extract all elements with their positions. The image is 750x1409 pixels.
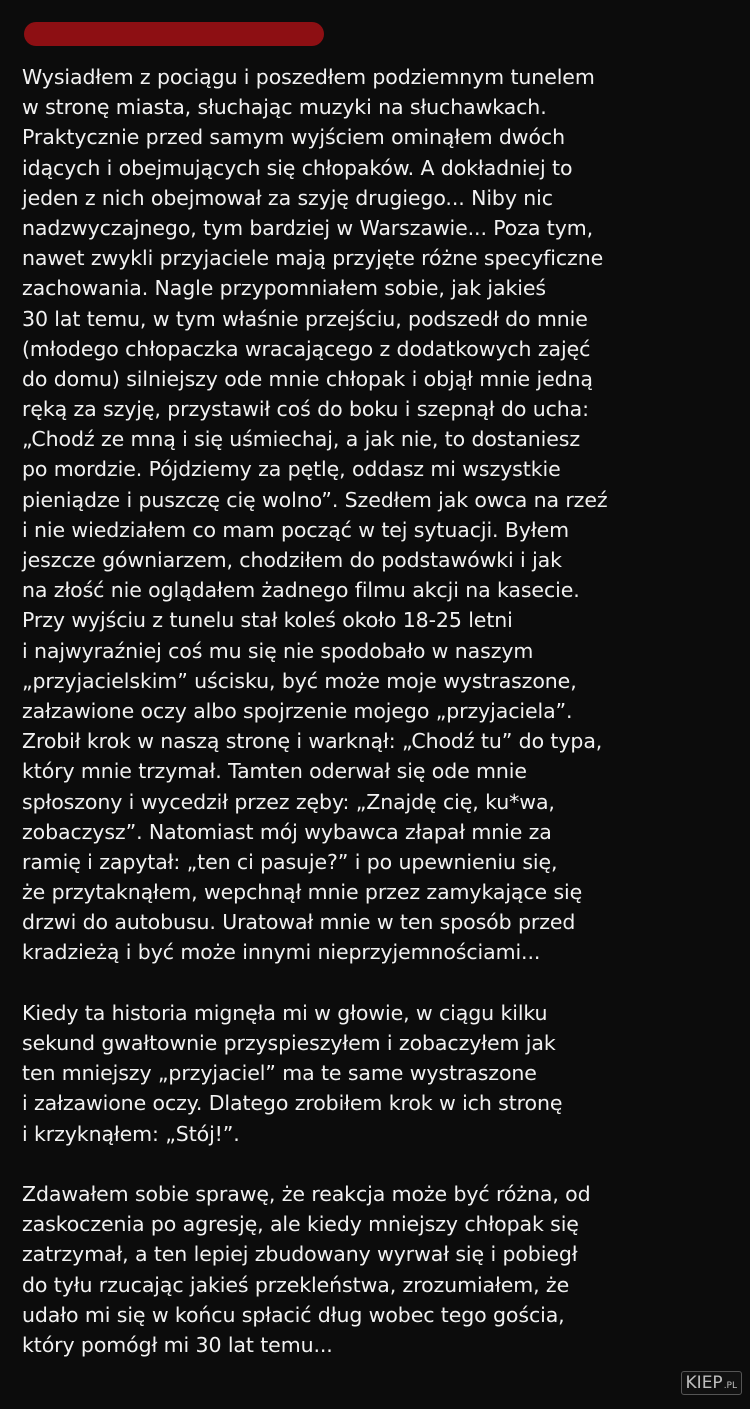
story-line: ten mniejszy „przyjaciel” ma te same wystraszone <box>22 1061 537 1086</box>
paragraph-gap <box>22 1149 734 1179</box>
story-line: „przyjacielskim” uścisku, być może moje wystraszone, <box>22 668 577 693</box>
story-line: nadzwyczajnego, tym bardziej w Warszawie... Poza tym, <box>22 215 594 240</box>
story-line: ręką za szyję, przystawił coś do boku i szepnął do ucha: <box>22 397 589 422</box>
story-line: że przytaknąłem, wepchnął mnie przez zamykające się <box>22 880 583 905</box>
story-line: Kiedy ta historia mignęła mi w głowie, w ciągu kilku <box>22 1000 548 1025</box>
header-bar <box>24 22 324 46</box>
story-line: który pomógł mi 30 lat temu... <box>22 1332 333 1357</box>
story-line: i krzyknąłem: „Stój!”. <box>22 1121 240 1146</box>
story-line: Zrobił krok w naszą stronę i warknął: „Chodź tu” do typa, <box>22 729 603 754</box>
story-line: do domu) silniejszy ode mnie chłopak i objął mnie jedną <box>22 366 593 391</box>
story-text <box>22 62 734 1360</box>
story-line: Praktycznie przed samym wyjściem ominąłem dwóch <box>22 125 565 150</box>
story-line: „Chodź ze mną i się uśmiechaj, a jak nie, to dostaniesz <box>22 427 581 452</box>
story-line: jeszcze gówniarzem, chodziłem do podstawówki i jak <box>22 548 562 572</box>
story-line: i załzawione oczy. Dlatego zrobiłem krok w ich stronę <box>22 1091 563 1116</box>
story-line: zatrzymał, a ten lepiej zbudowany wyrwał się i pobiegł <box>22 1242 578 1267</box>
watermark-text: KIEP <box>685 1373 723 1393</box>
story-line: udało mi się w końcu spłacić dług wobec tego gościa, <box>22 1302 565 1327</box>
story-line: ramię i zapytał: „ten ci pasuje?” i po upewnieniu się, <box>22 849 558 874</box>
story-line: idących i obejmujących się chłopaków. A dokładniej to <box>22 155 573 180</box>
story-line: na złość nie oglądałem żadnego filmu akcji na kasecie. <box>22 578 580 603</box>
story-line: zaskoczenia po agresję, ale kiedy mniejszy chłopak się <box>22 1212 579 1237</box>
paragraph-gap <box>22 968 734 998</box>
story-line: który mnie trzymał. Tamten oderwał się ode mnie <box>22 759 527 784</box>
story-line: 30 lat temu, w tym właśnie przejściu, podszedł do mnie <box>22 306 588 331</box>
story-line: w stronę miasta, słuchając muzyki na słuchawkach. <box>22 95 547 120</box>
story-line: pieniądze i puszczę cię wolno”. Szedłem jak owca na rzeź <box>22 487 608 512</box>
watermark-suffix: .PL <box>723 1381 737 1391</box>
story-line: i nie wiedziałem co mam począć w tej sytuacji. Byłem <box>22 517 569 542</box>
story-line: zachowania. Nagle przypomniałem sobie, jak jakieś <box>22 276 546 301</box>
story-line: i najwyraźniej coś mu się nie spodobało w naszym <box>22 638 534 663</box>
site-watermark <box>681 1371 742 1395</box>
story-line: jeden z nich obejmował za szyję drugiego... Niby nic <box>22 185 553 210</box>
story-line: zobaczysz”. Natomiast mój wybawca złapał mnie za <box>22 819 552 844</box>
story-line: drzwi do autobusu. Uratował mnie w ten sposób przed <box>22 910 576 935</box>
story-line: Zdawałem sobie sprawę, że reakcja może być różna, od <box>22 1181 591 1206</box>
story-line: załzawione oczy albo spojrzenie mojego „przyjaciela”. <box>22 698 573 723</box>
story-line: (młodego chłopaczka wracającego z dodatkowych zajęć <box>22 336 591 361</box>
story-line: Wysiadłem z pociągu i poszedłem podziemnym tunelem <box>22 65 595 89</box>
story-line: Przy wyjściu z tunelu stał koleś około 18-25 letni <box>22 608 513 633</box>
story-line: po mordzie. Pójdziemy za pętlę, oddasz mi wszystkie <box>22 457 561 482</box>
story-paragraph-1 <box>22 62 734 968</box>
story-line: spłoszony i wycedził przez zęby: „Znajdę cię, ku*wa, <box>22 789 555 814</box>
story-line: sekund gwałtownie przyspieszyłem i zobaczyłem jak <box>22 1031 556 1055</box>
story-paragraph-2 <box>22 998 734 1149</box>
story-line: nawet zwykli przyjaciele mają przyjęte różne specyficzne <box>22 246 604 271</box>
story-paragraph-3 <box>22 1179 734 1360</box>
story-line: kradzieżą i być może innymi nieprzyjemnościami... <box>22 940 541 965</box>
story-line: do tyłu rzucając jakieś przekleństwa, zrozumiałem, że <box>22 1272 570 1297</box>
